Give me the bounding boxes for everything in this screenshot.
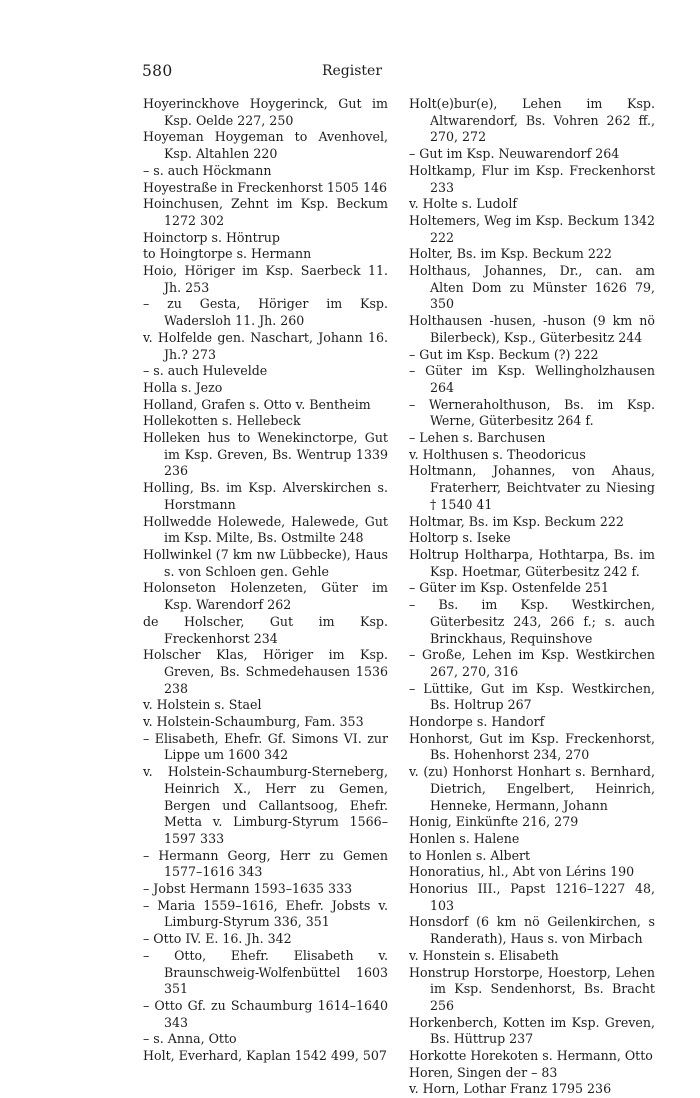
index-entry: v. Holstein-Schaumburg-Sterneberg, Heinrich X., Herr zu Gemen, Bergen und Callantsoog, Ehefr. Metta v. Limburg-Styrum 1566–1597 333 xyxy=(143,764,388,846)
index-entry: – Gut im Ksp. Beckum (?) 222 xyxy=(409,346,599,362)
index-entry: – Bs. im Ksp. Westkirchen, Güterbesitz 243, 266 f.; s. auch Brinckhaus, Requinshove xyxy=(409,597,655,646)
index-entry: – Gut im Ksp. Neuwarendorf 264 xyxy=(409,146,620,162)
index-column-left xyxy=(143,96,388,1065)
index-entry: v. Horn, Lothar Franz 1795 236 xyxy=(409,1081,612,1097)
index-entry: – Hermann Georg, Herr zu Gemen 1577–1616 343 xyxy=(143,847,388,880)
index-entry: Hollekotten s. Hellebeck xyxy=(143,413,301,429)
index-entry: v. Honstein s. Elisabeth xyxy=(409,947,559,963)
index-entry: de Holscher, Gut im Ksp. Freckenhorst 234 xyxy=(143,613,388,646)
index-entry: Honsdorf (6 km nö Geilenkirchen, s Randerath), Haus s. von Mirbach xyxy=(409,914,655,947)
index-entry: Hollwinkel (7 km nw Lübbecke), Haus s. von Schloen gen. Gehle xyxy=(143,546,388,579)
index-entry: Honorius III., Papst 1216–1227 48, 103 xyxy=(409,881,655,913)
index-entry: – Güter im Ksp. Wellingholzhausen 264 xyxy=(409,363,655,395)
index-entry: – Otto, Ehefr. Elisabeth v. Braunschweig-Wolfenbüttel 1603 351 xyxy=(143,947,388,997)
index-entry: – Große, Lehen im Ksp. Westkirchen 267, 270, 316 xyxy=(409,647,655,679)
index-entry: Holtemers, Weg im Ksp. Beckum 1342 222 xyxy=(409,212,655,245)
index-entry: Holonseton Holenzeten, Güter im Ksp. Warendorf 262 xyxy=(143,580,388,613)
index-entry: Hoyestraße in Freckenhorst 1505 146 xyxy=(143,179,387,195)
index-entry: Holla s. Jezo xyxy=(143,379,223,395)
index-entry: Holling, Bs. im Ksp. Alverskirchen s. Horstmann xyxy=(143,480,388,512)
index-entry: Horkotte Horekoten s. Hermann, Otto xyxy=(409,1048,653,1064)
index-entry: – Werneraholthuson, Bs. im Ksp. Werne, Güterbesitz 264 f. xyxy=(409,396,655,429)
index-entry: v. Holthusen s. Theodoricus xyxy=(409,446,586,462)
index-entry: Holland, Grafen s. Otto v. Bentheim xyxy=(143,396,371,412)
index-entry: – Lüttike, Gut im Ksp. Westkirchen, Bs. Holtrup 267 xyxy=(409,680,655,713)
index-entry: – Lehen s. Barchusen xyxy=(409,430,546,446)
index-entry: v. Holte s. Ludolf xyxy=(409,196,518,212)
index-entry: Holter, Bs. im Ksp. Beckum 222 xyxy=(409,246,612,262)
index-entry: Holthausen -husen, -huson (9 km nö Bilerbeck), Ksp., Güterbesitz 244 xyxy=(409,313,655,345)
index-entry: Holtrup Holtharpa, Hothtarpa, Bs. im Ksp. Hoetmar, Güterbesitz 242 f. xyxy=(409,546,655,579)
index-entry: to Hoingtorpe s. Hermann xyxy=(143,246,312,262)
index-column-right xyxy=(409,96,655,1098)
index-entry: v. Holfelde gen. Naschart, Johann 16. Jh.? 273 xyxy=(143,329,388,362)
index-entry: v. Holstein s. Stael xyxy=(143,697,262,713)
index-entry: Holt, Everhard, Kaplan 1542 499, 507 xyxy=(143,1048,387,1064)
index-entry: Holt(e)bur(e), Lehen im Ksp. Altwarendorf, Bs. Vohren 262 ff., 270, 272 xyxy=(409,96,655,145)
index-entry: Holtmar, Bs. im Ksp. Beckum 222 xyxy=(409,513,624,529)
page-header xyxy=(142,62,562,84)
index-entry: – zu Gesta, Höriger im Ksp. Wadersloh 11. Jh. 260 xyxy=(143,296,388,329)
index-entry: Honoratius, hl., Abt von Lérins 190 xyxy=(409,864,635,880)
index-entry: Hollwedde Holewede, Halewede, Gut im Ksp. Milte, Bs. Ostmilte 248 xyxy=(143,513,388,546)
index-entry: Hoinctorp s. Höntrup xyxy=(143,229,280,245)
index-entry: – s. auch Hulevelde xyxy=(143,363,268,379)
index-entry: Honig, Einkünfte 216, 279 xyxy=(409,814,579,830)
index-entry: – Maria 1559–1616, Ehefr. Jobsts v. Limburg-Styrum 336, 351 xyxy=(143,897,388,930)
index-entry: – Jobst Hermann 1593–1635 333 xyxy=(143,881,353,897)
index-entry: Honlen s. Halene xyxy=(409,830,520,846)
index-entry: Honstrup Horstorpe, Hoestorp, Lehen im Ksp. Sendenhorst, Bs. Bracht 256 xyxy=(409,964,655,1013)
index-entry: – s. auch Höckmann xyxy=(143,162,272,178)
index-entry: Holscher Klas, Höriger im Ksp. Greven, Bs. Schmedehausen 1536 238 xyxy=(143,647,388,696)
index-entry: Holtorp s. Iseke xyxy=(409,530,511,546)
index-entry: Holtkamp, Flur im Ksp. Freckenhorst 233 xyxy=(409,162,655,195)
index-entry: Hoio, Höriger im Ksp. Saerbeck 11. Jh. 253 xyxy=(143,263,388,295)
index-entry: to Honlen s. Albert xyxy=(409,847,531,863)
index-entry: v. (zu) Honhorst Honhart s. Bernhard, Dietrich, Engelbert, Heinrich, Henneke, Hermann, Johann xyxy=(409,764,655,813)
index-entry: Hoinchusen, Zehnt im Ksp. Beckum 1272 302 xyxy=(143,196,388,228)
index-entry: Horkenberch, Kotten im Ksp. Greven, Bs. Hüttrup 237 xyxy=(409,1014,655,1047)
index-entry: Holtmann, Johannes, von Ahaus, Fraterherr, Beichtvater zu Niesing † 1540 41 xyxy=(409,463,655,512)
running-title: Register xyxy=(321,63,383,79)
index-entry: – Güter im Ksp. Ostenfelde 251 xyxy=(409,580,610,596)
index-entry: Holthaus, Johannes, Dr., can. am Alten Dom zu Münster 1626 79, 350 xyxy=(409,263,655,312)
index-entry: Holleken hus to Wenekinctorpe, Gut im Ksp. Greven, Bs. Wentrup 1339 236 xyxy=(143,430,388,479)
index-entry: Hoyeman Hoygeman to Avenhovel, Ksp. Altahlen 220 xyxy=(143,129,388,162)
index-entry: Honhorst, Gut im Ksp. Freckenhorst, Bs. Hohenhorst 234, 270 xyxy=(409,730,655,763)
index-entry: – s. Anna, Otto xyxy=(143,1031,237,1047)
index-entry: – Elisabeth, Ehefr. Gf. Simons VI. zur Lippe um 1600 342 xyxy=(143,730,388,763)
index-entry: – Otto Gf. zu Schaumburg 1614–1640 343 xyxy=(143,997,388,1030)
page-number: 580 xyxy=(142,62,173,80)
index-entry: Hoyerinckhove Hoygerinck, Gut im Ksp. Oelde 227, 250 xyxy=(143,96,388,128)
index-entry: v. Holstein-Schaumburg, Fam. 353 xyxy=(143,714,364,730)
index-entry: – Otto IV. E. 16. Jh. 342 xyxy=(143,931,292,947)
index-entry: Horen, Singen der – 83 xyxy=(409,1064,558,1080)
index-entry: Hondorpe s. Handorf xyxy=(409,714,545,730)
